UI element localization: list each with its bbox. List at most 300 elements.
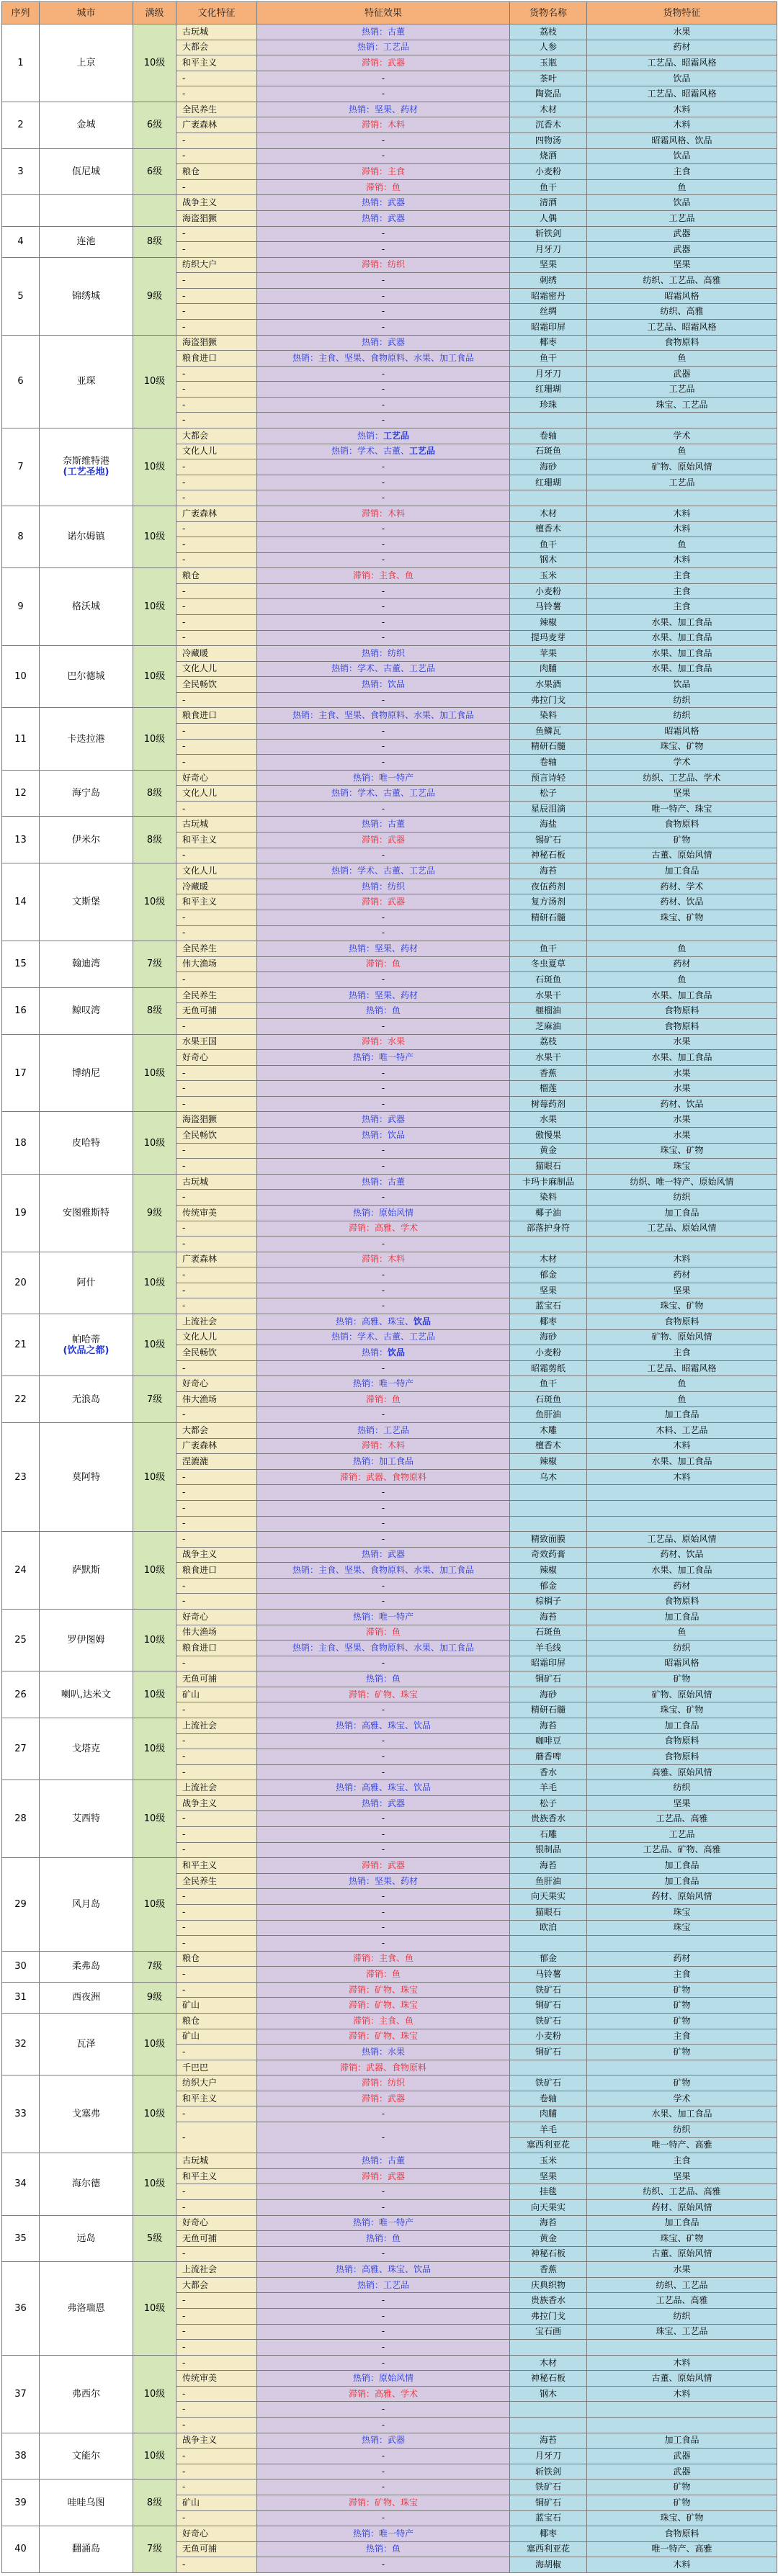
row-index: 22 (2, 1376, 40, 1423)
table-row (2, 1112, 777, 1128)
trait-effect (257, 2184, 510, 2200)
city-name (40, 2262, 133, 2355)
trait-effect (257, 1329, 510, 1345)
trait-effect (257, 1019, 510, 1035)
trait-effect (257, 833, 510, 848)
goods-feature: 木料 (587, 1252, 777, 1267)
culture-trait: 海盗猖獗 (176, 210, 257, 226)
effect-text: - (381, 928, 385, 938)
goods-feature: 坚果 (587, 1795, 777, 1811)
goods-feature: 药材、原始风情 (587, 2199, 777, 2215)
culture-trait: - (176, 319, 257, 335)
row-index: 5 (2, 257, 40, 335)
goods-name: 木材 (510, 506, 587, 521)
culture-trait: 和平主义 (176, 55, 257, 71)
culture-trait: 千巴巴 (176, 2060, 257, 2075)
culture-trait: - (176, 179, 257, 195)
goods-name: 蘑香啤 (510, 1749, 587, 1765)
max-level: 10级 (133, 2433, 176, 2479)
goods-name (510, 1936, 587, 1952)
goods-name: 香蕉 (510, 2262, 587, 2278)
culture-trait: - (176, 2510, 257, 2526)
trait-effect (257, 1143, 510, 1159)
goods-feature: 水果、加工食品 (587, 630, 777, 646)
trait-effect (257, 1128, 510, 1144)
trait-effect (257, 2449, 510, 2464)
row-index: 11 (2, 708, 40, 770)
goods-feature: 药材、饮品 (587, 1547, 777, 1563)
goods-name: 羊毛 (510, 2122, 587, 2138)
trait-effect (257, 786, 510, 802)
goods-name: 塞西利亚花 (510, 2541, 587, 2557)
goods-name: 复方汤剂 (510, 894, 587, 910)
goods-name: 清酒 (510, 195, 587, 211)
effect-text: 热销：古董 (361, 2155, 405, 2166)
culture-trait: - (176, 2418, 257, 2433)
effect-text: - (381, 1518, 385, 1529)
effect-text: 热销：古董 (361, 1176, 405, 1187)
trait-effect (257, 1314, 510, 1329)
row-index: 19 (2, 1174, 40, 1252)
effect-text: - (381, 2310, 385, 2321)
city-name-text: 皮哈特 (71, 1137, 100, 1149)
trait-effect (257, 1252, 510, 1267)
max-level: 10级 (133, 2153, 176, 2215)
culture-trait: - (176, 1516, 257, 1532)
goods-name: 精研石髓 (510, 739, 587, 755)
goods-feature: 食物原料 (587, 2526, 777, 2542)
goods-name (510, 413, 587, 428)
trait-effect (257, 770, 510, 786)
culture-trait: - (176, 242, 257, 258)
trait-effect (257, 2075, 510, 2091)
effect-text: - (381, 321, 385, 332)
goods-name: 海苔 (510, 1609, 587, 1625)
city-name (40, 2215, 133, 2262)
goods-feature: 武器 (587, 2449, 777, 2464)
culture-trait: 矿山 (176, 1998, 257, 2014)
culture-trait: - (176, 2449, 257, 2464)
goods-name: 榴莲 (510, 1081, 587, 1097)
effect-text: - (381, 601, 385, 612)
trait-effect (257, 40, 510, 55)
goods-feature: 鱼 (587, 537, 777, 553)
max-level: 8级 (133, 987, 176, 1034)
header-row (2, 2, 777, 24)
effect-text: 热销：高雅、珠宝、饮品 (335, 2264, 431, 2275)
effect-text: - (381, 1285, 385, 1296)
effect-text: 热销：主食、坚果、食物原料、水果、加工食品 (292, 1565, 474, 1576)
culture-trait: - (176, 1982, 257, 1998)
max-level: 10级 (133, 1314, 176, 1375)
trait-effect (257, 817, 510, 833)
culture-trait: - (176, 1407, 257, 1423)
trait-effect (257, 1702, 510, 1718)
goods-feature: 纺织、工艺品 (587, 2277, 777, 2293)
city-name (40, 2075, 133, 2153)
goods-name: 玉瓶 (510, 55, 587, 71)
trait-effect (257, 1998, 510, 2014)
culture-trait: - (176, 1827, 257, 1843)
city-name-text: 金城 (76, 120, 96, 131)
goods-feature (587, 1936, 777, 1952)
table-row (2, 506, 777, 521)
culture-trait: 好奇心 (176, 770, 257, 786)
effect-text: - (381, 1192, 385, 1203)
goods-name: 预言诗轻 (510, 770, 587, 786)
goods-name: 荔枝 (510, 24, 587, 40)
goods-feature: 水果 (587, 24, 777, 40)
trait-effect (257, 537, 510, 553)
goods-name: 卡玛卡麻制品 (510, 1174, 587, 1190)
trait-effect (257, 1500, 510, 1516)
goods-feature: 坚果 (587, 1283, 777, 1298)
goods-name: 椰枣 (510, 335, 587, 351)
culture-trait: - (176, 1920, 257, 1936)
trait-effect (257, 1391, 510, 1407)
trait-effect (257, 2479, 510, 2495)
goods-name: 木材 (510, 102, 587, 117)
culture-trait: 全民养生 (176, 102, 257, 117)
effect-text: 热销： (361, 1347, 388, 1357)
goods-feature: 工艺品、矿物、高雅 (587, 1842, 777, 1858)
effect-text: - (381, 2202, 385, 2212)
table-row (2, 2075, 777, 2091)
culture-trait: - (176, 1159, 257, 1175)
culture-trait: - (176, 848, 257, 863)
goods-feature (587, 413, 777, 428)
city-name-text: 上京 (76, 57, 96, 68)
goods-name: 黄金 (510, 1143, 587, 1159)
trait-effect (257, 2231, 510, 2247)
effect-text: - (381, 756, 385, 767)
effect-text: 滞销：武器 (361, 834, 405, 845)
effect-text: - (381, 493, 385, 503)
goods-feature: 加工食品 (587, 2215, 777, 2231)
max-level: 10级 (133, 1858, 176, 1951)
goods-feature (587, 2060, 777, 2075)
goods-feature: 矿物 (587, 833, 777, 848)
goods-feature: 饮品 (587, 677, 777, 693)
effect-text: 热销：鱼 (365, 2544, 401, 2554)
city-name-text: 文斯堡 (71, 897, 100, 908)
goods-feature: 木料 (587, 506, 777, 521)
effect-text: - (381, 1020, 385, 1031)
goods-feature: 坚果 (587, 786, 777, 802)
goods-name: 沉香木 (510, 117, 587, 133)
goods-name: 石斑鱼 (510, 1625, 587, 1641)
trait-effect (257, 848, 510, 863)
culture-trait: - (176, 413, 257, 428)
culture-trait: 上流社会 (176, 2262, 257, 2278)
trait-effect (257, 972, 510, 988)
table-row (2, 817, 777, 833)
effect-text: 滞销：木料 (361, 120, 405, 130)
goods-name: 昭霜剪纸 (510, 1360, 587, 1376)
trait-effect (257, 2262, 510, 2278)
goods-name: 红珊瑚 (510, 475, 587, 490)
goods-feature: 食物原料 (587, 1749, 777, 1765)
trait-effect (257, 1563, 510, 1579)
trait-effect (257, 1065, 510, 1081)
trait-effect (257, 1718, 510, 1734)
goods-feature: 主食 (587, 164, 777, 180)
city-name-text: 莫阿特 (71, 1471, 100, 1483)
goods-feature: 主食 (587, 568, 777, 584)
culture-trait: 广袤森林 (176, 1438, 257, 1454)
goods-name: 小麦粉 (510, 583, 587, 599)
culture-trait: 好奇心 (176, 1376, 257, 1392)
goods-name: 精研石髓 (510, 1702, 587, 1718)
trait-effect (257, 1034, 510, 1050)
goods-name (510, 2340, 587, 2356)
goods-feature (587, 2418, 777, 2433)
goods-name: 染料 (510, 1190, 587, 1206)
goods-name (510, 925, 587, 941)
goods-feature: 食物原料 (587, 817, 777, 833)
max-level: 10级 (133, 1780, 176, 1858)
max-level: 10级 (133, 24, 176, 102)
table-row (2, 1034, 777, 1050)
culture-trait: 战争主义 (176, 2433, 257, 2449)
goods-feature: 珠宝、矿物 (587, 910, 777, 925)
row-index: 33 (2, 2075, 40, 2153)
city-name (40, 1174, 133, 1252)
effect-text: - (381, 1751, 385, 1762)
effect-text: 热销：武器 (361, 197, 405, 208)
culture-trait: - (176, 1298, 257, 1314)
goods-name: 乌木 (510, 1469, 587, 1485)
effect-text: - (381, 632, 385, 643)
max-level: 10级 (133, 863, 176, 941)
row-index: 13 (2, 817, 40, 863)
col-header-index: 序列 (2, 2, 40, 24)
effect-text: - (381, 1083, 385, 1094)
goods-name: 弗拉门戈 (510, 2308, 587, 2324)
culture-trait: 和平主义 (176, 2091, 257, 2106)
goods-feature: 主食 (587, 599, 777, 615)
goods-feature: 木料 (587, 1438, 777, 1454)
trait-effect (257, 1982, 510, 1998)
goods-feature (587, 2402, 777, 2418)
effect-text: - (381, 912, 385, 923)
goods-feature: 饮品 (587, 148, 777, 164)
culture-trait: 大都会 (176, 428, 257, 444)
goods-name: 钢木 (510, 2386, 587, 2402)
trait-effect (257, 708, 510, 724)
culture-trait: 好奇心 (176, 1609, 257, 1625)
goods-name: 鱼肝油 (510, 1407, 587, 1423)
culture-trait: 全民畅饮 (176, 677, 257, 693)
effect-text: - (381, 555, 385, 565)
goods-feature: 纺织、工艺品、高雅 (587, 273, 777, 289)
row-index: 32 (2, 2014, 40, 2075)
goods-name: 向天果实 (510, 1889, 587, 1905)
effect-text: - (381, 399, 385, 410)
trait-effect (257, 24, 510, 40)
goods-feature: 纺织、工艺品、学术 (587, 770, 777, 786)
trait-effect (257, 506, 510, 521)
max-level: 10级 (133, 2262, 176, 2355)
culture-trait: 上流社会 (176, 1718, 257, 1734)
trait-effect (257, 319, 510, 335)
goods-feature: 主食 (587, 2029, 777, 2045)
table-row (2, 1376, 777, 1392)
culture-trait: 战争主义 (176, 1795, 257, 1811)
goods-name: 椰枣 (510, 1314, 587, 1329)
goods-name: 榧榴油 (510, 1003, 587, 1019)
trait-effect (257, 677, 510, 693)
city-name (40, 2014, 133, 2075)
goods-name: 刺绣 (510, 273, 587, 289)
table-row (2, 987, 777, 1003)
goods-name: 猫眼石 (510, 1904, 587, 1920)
goods-feature: 工艺品、高雅 (587, 2293, 777, 2309)
culture-trait: - (176, 552, 257, 568)
effect-text: 滞销：武器、食物原料 (339, 1471, 426, 1482)
culture-trait: 文化人儿 (176, 863, 257, 879)
city-name (40, 24, 133, 102)
max-level: 10级 (133, 1423, 176, 1532)
effect-text: 热销：学术、古董、工艺品 (331, 866, 435, 876)
goods-feature: 坚果 (587, 2168, 777, 2184)
goods-feature: 水果、加工食品 (587, 2106, 777, 2122)
effect-text: - (381, 2248, 385, 2259)
trait-effect (257, 1454, 510, 1470)
effect-text: 滞销：鱼 (365, 1969, 401, 1980)
goods-feature: 武器 (587, 226, 777, 242)
culture-trait: 全民养生 (176, 1873, 257, 1889)
goods-name: 夜伍药剂 (510, 879, 587, 894)
goods-name: 向天果实 (510, 2199, 587, 2215)
effect-text: - (381, 1736, 385, 1746)
city-name (40, 102, 133, 148)
goods-feature: 珠宝 (587, 1159, 777, 1175)
culture-trait: 和平主义 (176, 1858, 257, 1874)
goods-feature: 水果、加工食品 (587, 661, 777, 677)
table-row (2, 102, 777, 117)
culture-trait: - (176, 2479, 257, 2495)
culture-trait: - (176, 1702, 257, 1718)
culture-trait: 冷藏暖 (176, 879, 257, 894)
goods-feature: 食物原料 (587, 1594, 777, 1610)
row-index: 28 (2, 1780, 40, 1858)
goods-name: 椰枣 (510, 2526, 587, 2542)
goods-feature: 食物原料 (587, 1733, 777, 1749)
city-name (40, 1982, 133, 2013)
row-index: 36 (2, 2262, 40, 2355)
city-name-text: 艾西特 (71, 1813, 100, 1825)
trait-effect (257, 1795, 510, 1811)
max-level: 7级 (133, 941, 176, 988)
goods-feature (587, 1485, 777, 1501)
goods-name: 鱼干 (510, 537, 587, 553)
culture-trait: - (176, 288, 257, 304)
goods-name: 冬虫夏草 (510, 956, 587, 972)
effect-text: 热销：古董 (361, 26, 405, 37)
goods-name: 鱼干 (510, 351, 587, 367)
trait-effect (257, 925, 510, 941)
culture-trait: 文化人儿 (176, 786, 257, 802)
goods-feature: 饮品 (587, 195, 777, 211)
culture-trait: - (176, 1469, 257, 1485)
trait-effect (257, 1003, 510, 1019)
goods-feature: 珠宝、矿物 (587, 739, 777, 755)
goods-name: 铜矿石 (510, 2045, 587, 2060)
trait-effect (257, 242, 510, 258)
goods-name: 水果干 (510, 1050, 587, 1066)
effect-text: - (381, 539, 385, 549)
trait-effect (257, 583, 510, 599)
max-level: 8级 (133, 2479, 176, 2526)
goods-feature: 鱼 (587, 444, 777, 459)
goods-feature: 高雅、原始风情 (587, 1764, 777, 1780)
effect-text: - (381, 1487, 385, 1498)
goods-feature: 鱼 (587, 941, 777, 957)
effect-text: - (381, 290, 385, 301)
culture-trait: - (176, 1267, 257, 1283)
trait-effect (257, 1889, 510, 1905)
row-index: 1 (2, 24, 40, 102)
goods-name: 石斑鱼 (510, 1391, 587, 1407)
effect-text: - (381, 1270, 385, 1280)
goods-feature: 珠宝、矿物 (587, 1298, 777, 1314)
effect-text: - (381, 135, 385, 145)
trait-effect (257, 2541, 510, 2557)
culture-trait: 广袤森林 (176, 1252, 257, 1267)
goods-feature: 纺织、唯一特产、原始风情 (587, 1174, 777, 1190)
effect-text: - (381, 803, 385, 814)
trait-effect (257, 941, 510, 957)
culture-trait: - (176, 2293, 257, 2309)
culture-trait: - (176, 459, 257, 475)
trait-effect (257, 1625, 510, 1641)
table-row (2, 1982, 777, 1998)
trait-effect (257, 288, 510, 304)
city-name (40, 646, 133, 708)
goods-feature: 纺织 (587, 2122, 777, 2138)
culture-trait: 全民畅饮 (176, 1128, 257, 1144)
table-row (2, 863, 777, 879)
culture-trait: 传统审美 (176, 1205, 257, 1221)
table-row (2, 2526, 777, 2542)
trait-effect (257, 1174, 510, 1190)
goods-feature: 纺织、高雅 (587, 304, 777, 320)
trait-effect (257, 475, 510, 490)
goods-feature: 木料 (587, 2355, 777, 2371)
trait-effect (257, 2029, 510, 2045)
effect-text: - (381, 1301, 385, 1311)
city-name (40, 1376, 133, 1423)
city-name-text: 无浪岛 (71, 1394, 100, 1405)
city-name (40, 941, 133, 988)
effect-text: 热销： (357, 430, 383, 441)
trait-effect (257, 1159, 510, 1175)
effect-text: - (381, 974, 385, 985)
culture-trait: - (176, 1143, 257, 1159)
trait-effect (257, 1360, 510, 1376)
goods-feature: 古董、原始风情 (587, 2371, 777, 2387)
goods-name: 海苔 (510, 2433, 587, 2449)
culture-trait: 好奇心 (176, 1050, 257, 1066)
goods-name: 小麦粉 (510, 1345, 587, 1361)
goods-name: 银制品 (510, 1842, 587, 1858)
goods-name: 马铃薯 (510, 1967, 587, 1983)
trait-effect (257, 1516, 510, 1532)
trait-effect (257, 2168, 510, 2184)
effect-text: 滞销：鱼 (365, 1394, 401, 1404)
effect-text: 热销：武器 (361, 212, 405, 223)
